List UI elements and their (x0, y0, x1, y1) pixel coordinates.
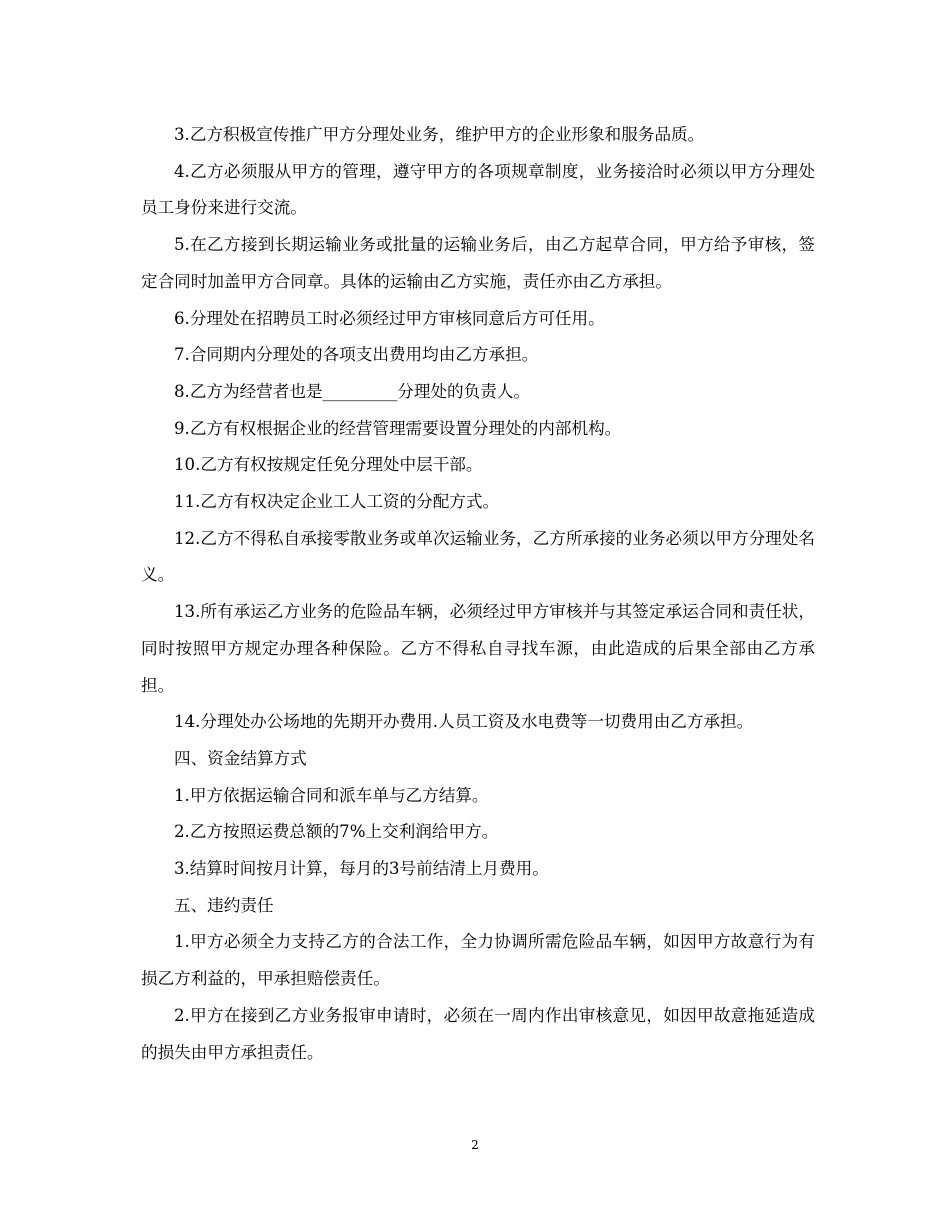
clause-paragraph: 10.乙方有权按规定任免分理处中层干部。 (174, 455, 483, 475)
clause-paragraph: 11.乙方有权决定企业工人工资的分配方式。 (174, 492, 500, 512)
clause-paragraph: 8.乙方为经营者也是_________分理处的负责人。 (174, 381, 531, 401)
clause-paragraph: 9.乙方有权根据企业的经营管理需要设置分理处的内部机构。 (174, 418, 622, 438)
clause-paragraph: 12.乙方不得私自承接零散业务或单次运输业务，乙方所承接的业务必须以甲方分理处名义。 (141, 528, 815, 585)
clause-paragraph: 1.甲方依据运输合同和派车单与乙方结算。 (174, 785, 489, 805)
clause-paragraph: 6.分理处在招聘员工时必须经过甲方审核同意后方可任用。 (174, 308, 605, 328)
clause-paragraph: 7.合同期内分理处的各项支出费用均由乙方承担。 (174, 345, 539, 365)
clause-paragraph: 5.在乙方接到长期运输业务或批量的运输业务后，由乙方起草合同，甲方给予审核，签定合同时加盖甲方合同章。具体的运输由乙方实施，责任亦由乙方承担。 (141, 235, 815, 291)
section-heading-liability: 五、违约责任 (174, 895, 274, 915)
clause-paragraph: 2.乙方按照运费总额的7%上交利润给甲方。 (174, 822, 499, 842)
clause-paragraph: 4.乙方必须服从甲方的管理，遵守甲方的各项规章制度，业务接洽时必须以甲方分理处员工身份来进行交流。 (141, 161, 815, 218)
clause-paragraph: 14.分理处办公场地的先期开办费用.人员工资及水电费等一切费用由乙方承担。 (174, 712, 754, 732)
clause-paragraph: 2.甲方在接到乙方业务报审申请时，必须在一周内作出审核意见，如因甲故意拖延造成的损失由甲方承担责任。 (141, 1005, 815, 1062)
page-number: 2 (471, 1138, 479, 1152)
section-heading-settlement: 四、资金结算方式 (174, 748, 307, 768)
document-body (141, 117, 815, 1071)
clause-paragraph: 3.结算时间按月计算，每月的3号前结清上月费用。 (174, 859, 549, 879)
clause-paragraph: 3.乙方积极宣传推广甲方分理处业务，维护甲方的企业形象和服务品质。 (174, 125, 705, 144)
clause-paragraph: 13.所有承运乙方业务的危险品车辆，必须经过甲方审核并与其签定承运合同和责任状，同时按照甲方规定办理各种保险。乙方不得私自寻找车源，由此造成的后果全部由乙方承担。 (141, 602, 815, 695)
clause-paragraph: 1.甲方必须全力支持乙方的合法工作，全力协调所需危险品车辆，如因甲方故意行为有损乙方利益的，甲承担赔偿责任。 (141, 932, 815, 989)
